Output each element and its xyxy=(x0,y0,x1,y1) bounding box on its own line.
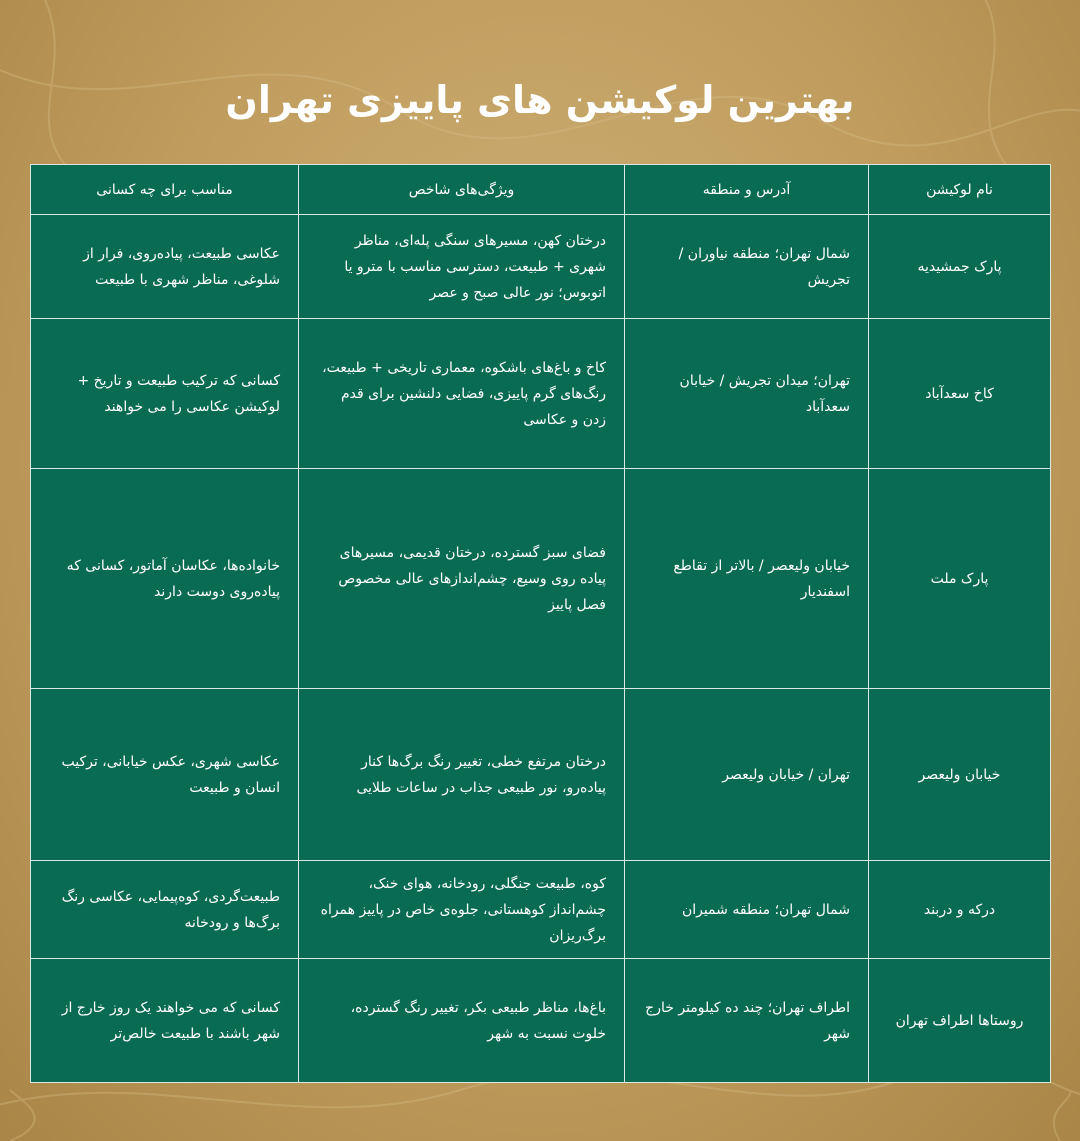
table-row xyxy=(31,215,1051,319)
cell-address: شمال تهران؛ منطقه شمیران xyxy=(625,861,869,959)
table-row xyxy=(31,689,1051,861)
cell-features: فضای سبز گسترده، درختان قدیمی، مسیرهای پیاده روی وسیع، چشم‌اندازهای عالی مخصوص فصل پاییز xyxy=(299,469,625,689)
cell-features: باغ‌ها، مناظر طبیعی بکر، تغییر رنگ گسترده، خلوت نسبت به شهر xyxy=(299,959,625,1083)
cell-location-name: پارک ملت xyxy=(869,469,1051,689)
header-features: ویژگی‌های شاخص xyxy=(299,165,625,215)
cell-suitable-for: طبیعت‌گردی، کوه‌پیمایی، عکاسی رنگ برگ‌ها و رودخانه xyxy=(31,861,299,959)
cell-location-name: درکه و دربند xyxy=(869,861,1051,959)
cell-suitable-for: کسانی که ترکیب طبیعت و تاریخ + لوکیشن عکاسی را می خواهند xyxy=(31,319,299,469)
cell-features: کوه، طبیعت جنگلی، رودخانه، هوای خنک، چشم‌انداز کوهستانی، جلوه‌ی خاص در پاییز همراه برگ‌ریزان xyxy=(299,861,625,959)
cell-features: کاخ و باغ‌های باشکوه، معماری تاریخی + طبیعت، رنگ‌های گرم پاییزی، فضایی دلنشین برای قدم زدن و عکاسی xyxy=(299,319,625,469)
cell-location-name: پارک جمشیدیه xyxy=(869,215,1051,319)
table-row xyxy=(31,959,1051,1083)
cell-location-name: خیابان ولیعصر xyxy=(869,689,1051,861)
locations-table xyxy=(30,164,1051,1083)
cell-address: شمال تهران؛ منطقه نیاوران / تجریش xyxy=(625,215,869,319)
header-suitable-for: مناسب برای چه کسانی xyxy=(31,165,299,215)
table-row xyxy=(31,469,1051,689)
page-title: بهترین لوکیشن های پاییزی تهران xyxy=(225,78,855,122)
cell-suitable-for: خانواده‌ها، عکاسان آماتور، کسانی که پیاده‌روی دوست دارند xyxy=(31,469,299,689)
cell-suitable-for: عکاسی طبیعت، پیاده‌روی، فرار از شلوغی، مناظر شهری با طبیعت xyxy=(31,215,299,319)
table-row xyxy=(31,319,1051,469)
cell-location-name: روستاها اطراف تهران xyxy=(869,959,1051,1083)
cell-features: درختان مرتفع خطی، تغییر رنگ برگ‌ها کنار پیاده‌رو، نور طبیعی جذاب در ساعات طلایی xyxy=(299,689,625,861)
cell-address: تهران؛ میدان تجریش / خیابان سعدآباد xyxy=(625,319,869,469)
header-address: آدرس و منطقه xyxy=(625,165,869,215)
table-header-row xyxy=(31,165,1051,215)
cell-address: خیابان ولیعصر / بالاتر از تقاطع اسفندیار xyxy=(625,469,869,689)
table-row xyxy=(31,861,1051,959)
cell-address: تهران / خیابان ولیعصر xyxy=(625,689,869,861)
cell-location-name: کاخ سعدآباد xyxy=(869,319,1051,469)
cell-suitable-for: عکاسی شهری، عکس خیابانی، ترکیب انسان و طبیعت xyxy=(31,689,299,861)
header-location-name: نام لوکیشن xyxy=(869,165,1051,215)
cell-suitable-for: کسانی که می خواهند یک روز خارج از شهر باشند با طبیعت خالص‌تر xyxy=(31,959,299,1083)
cell-address: اطراف تهران؛ چند ده کیلومتر خارج شهر xyxy=(625,959,869,1083)
cell-features: درختان کهن، مسیرهای سنگی پله‌ای، مناظر شهری + طبیعت، دسترسی مناسب با مترو یا اتوبوس؛ نور عالی صبح و عصر xyxy=(299,215,625,319)
